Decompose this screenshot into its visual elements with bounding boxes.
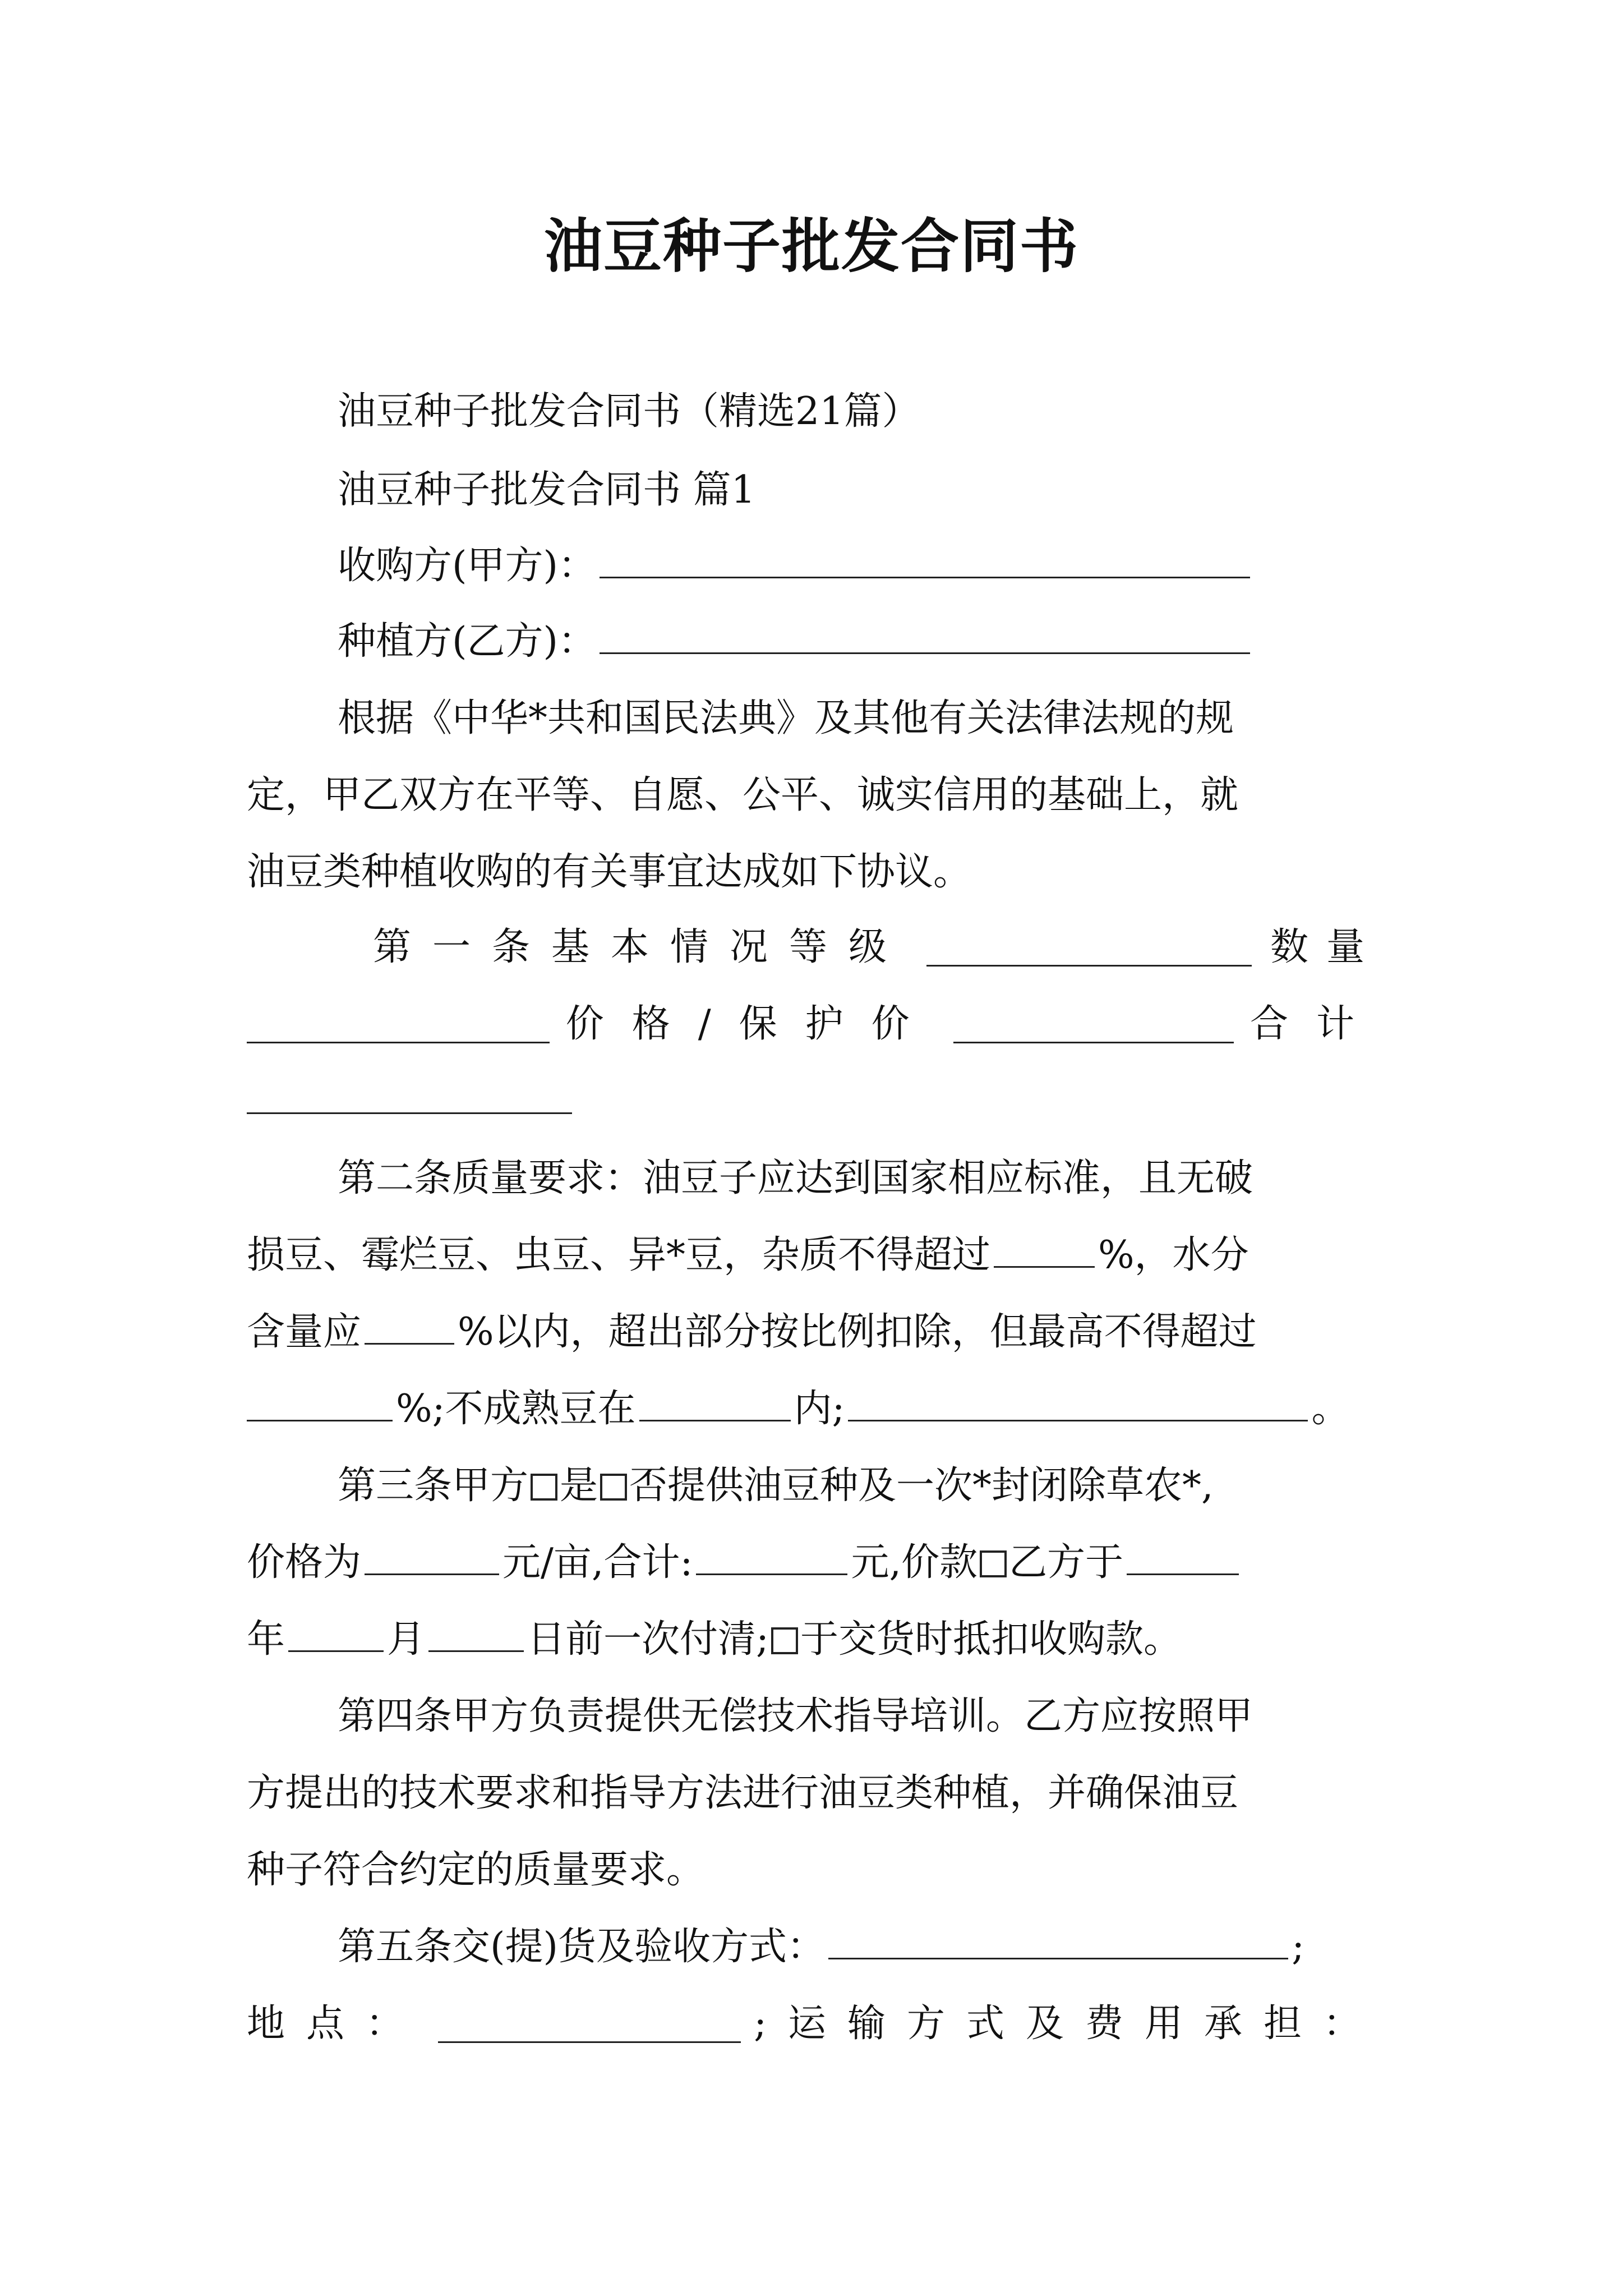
immature-blank[interactable] (639, 1416, 791, 1421)
article4-line-3: 种子符合约定的质量要求。 (247, 1848, 705, 1892)
quantity-label: 数量 (1270, 925, 1382, 969)
intro-line-2: 定，甲乙双方在平等、自愿、公平、诚实信用的基础上，就 (247, 773, 1239, 817)
buyer-line (338, 544, 1253, 588)
article3-price-label: 价格为 (247, 1540, 362, 1585)
article2-line-1: 第二条质量要求：油豆子应达到国家相应标准，且无破 (338, 1156, 1253, 1200)
day-label: 日前一次付清; (527, 1617, 769, 1662)
grower-label: 种植方(乙方)： (338, 619, 597, 664)
article2-text-g: 。 (1311, 1387, 1350, 1431)
article2-text-e: %;不成熟豆在 (396, 1387, 636, 1431)
checkbox-offset[interactable] (771, 1627, 798, 1654)
max-deduct-blank[interactable] (247, 1416, 393, 1421)
total-blank[interactable] (247, 1109, 572, 1114)
moisture-blank[interactable] (365, 1340, 454, 1345)
month-label: 月 (387, 1617, 426, 1662)
chapter-heading: 油豆种子批发合同书 篇1 (338, 468, 755, 512)
checkbox-yes[interactable] (531, 1474, 557, 1501)
location-blank[interactable] (438, 2038, 741, 2043)
article5-line-2 (247, 2001, 1382, 2046)
grade-blank[interactable] (926, 961, 1252, 967)
buyer-label: 收购方(甲方)： (338, 544, 597, 588)
delivery-method-blank[interactable] (828, 1954, 1288, 1959)
year-blank[interactable] (1127, 1570, 1239, 1575)
subtitle: 油豆种子批发合同书（精选21篇） (338, 389, 920, 434)
article3-line-3 (247, 1617, 1182, 1662)
article1-text: 第一条基本情况等级 (373, 925, 909, 969)
article2-text-a: 损豆、霉烂豆、虫豆、异*豆，杂质不得超过 (247, 1233, 991, 1277)
article3-text-c: 否提供油豆种及一次*封闭除草农*, (629, 1464, 1214, 1508)
grower-line (338, 619, 1253, 664)
article4-line-1: 第四条甲方负责提供无偿技术指导培训。乙方应按照甲 (338, 1694, 1253, 1738)
checkbox-no[interactable] (600, 1474, 627, 1501)
buyer-blank[interactable] (600, 573, 1250, 578)
article1-line-1 (373, 925, 1382, 969)
article3-payment-label: 元,价款 (851, 1540, 978, 1585)
article2-line-2 (247, 1233, 1249, 1277)
year-label: 年 (247, 1617, 285, 1662)
article3-party-b: 乙方于 (1009, 1540, 1124, 1585)
price-label: 价格/保护价 (565, 1002, 938, 1046)
article2-line-3 (247, 1310, 1257, 1354)
intro-line-3: 油豆类种植收购的有关事宜达成如下协议。 (247, 850, 972, 894)
article2-text-d: %以内，超出部分按比例扣除，但最高不得超过 (458, 1310, 1257, 1354)
immature-detail-blank[interactable] (848, 1416, 1308, 1421)
day-blank[interactable] (428, 1647, 524, 1652)
total-line (247, 1083, 572, 1121)
intro-line-1: 根据《中华*共和国民法典》及其他有关法律法规的规 (338, 696, 1234, 740)
article3-text-a: 第三条甲方 (338, 1464, 529, 1508)
location-label: 地点： (247, 2001, 426, 2046)
article3-yes: 是 (560, 1464, 598, 1508)
article5-semicolon: ; (1292, 1925, 1304, 1969)
article5-line-1 (338, 1925, 1304, 1969)
month-blank[interactable] (288, 1647, 384, 1652)
quantity-blank[interactable] (247, 1038, 550, 1043)
article5-text-a: 第五条交(提)货及验收方式： (338, 1925, 826, 1969)
article3-offset-text: 于交货时抵扣收购款。 (800, 1617, 1182, 1662)
impurity-blank[interactable] (994, 1263, 1095, 1268)
total-price-blank[interactable] (696, 1570, 847, 1575)
price-blank[interactable] (953, 1038, 1234, 1043)
checkbox-pay-by-date[interactable] (980, 1550, 1007, 1577)
transport-label: ;运输方式及费用承担： (754, 2001, 1382, 2046)
article3-line-2 (247, 1540, 1239, 1585)
article4-line-2: 方提出的技术要求和指导方法进行油豆类种植，并确保油豆 (247, 1771, 1239, 1815)
total-label: 合计 (1249, 1002, 1382, 1046)
grower-blank[interactable] (600, 649, 1250, 654)
article3-line-1 (338, 1464, 1214, 1508)
article1-line-2 (247, 1002, 1382, 1046)
unit-price-blank[interactable] (365, 1570, 499, 1575)
article2-text-f: 内; (794, 1387, 845, 1431)
document-title: 油豆种子批发合同书 (543, 211, 1079, 280)
article2-text-c: 含量应 (247, 1310, 362, 1354)
article2-text-b: %，水分 (1098, 1233, 1249, 1277)
article2-line-4 (247, 1387, 1350, 1431)
article3-total-label: 元/亩,合计: (502, 1540, 693, 1585)
